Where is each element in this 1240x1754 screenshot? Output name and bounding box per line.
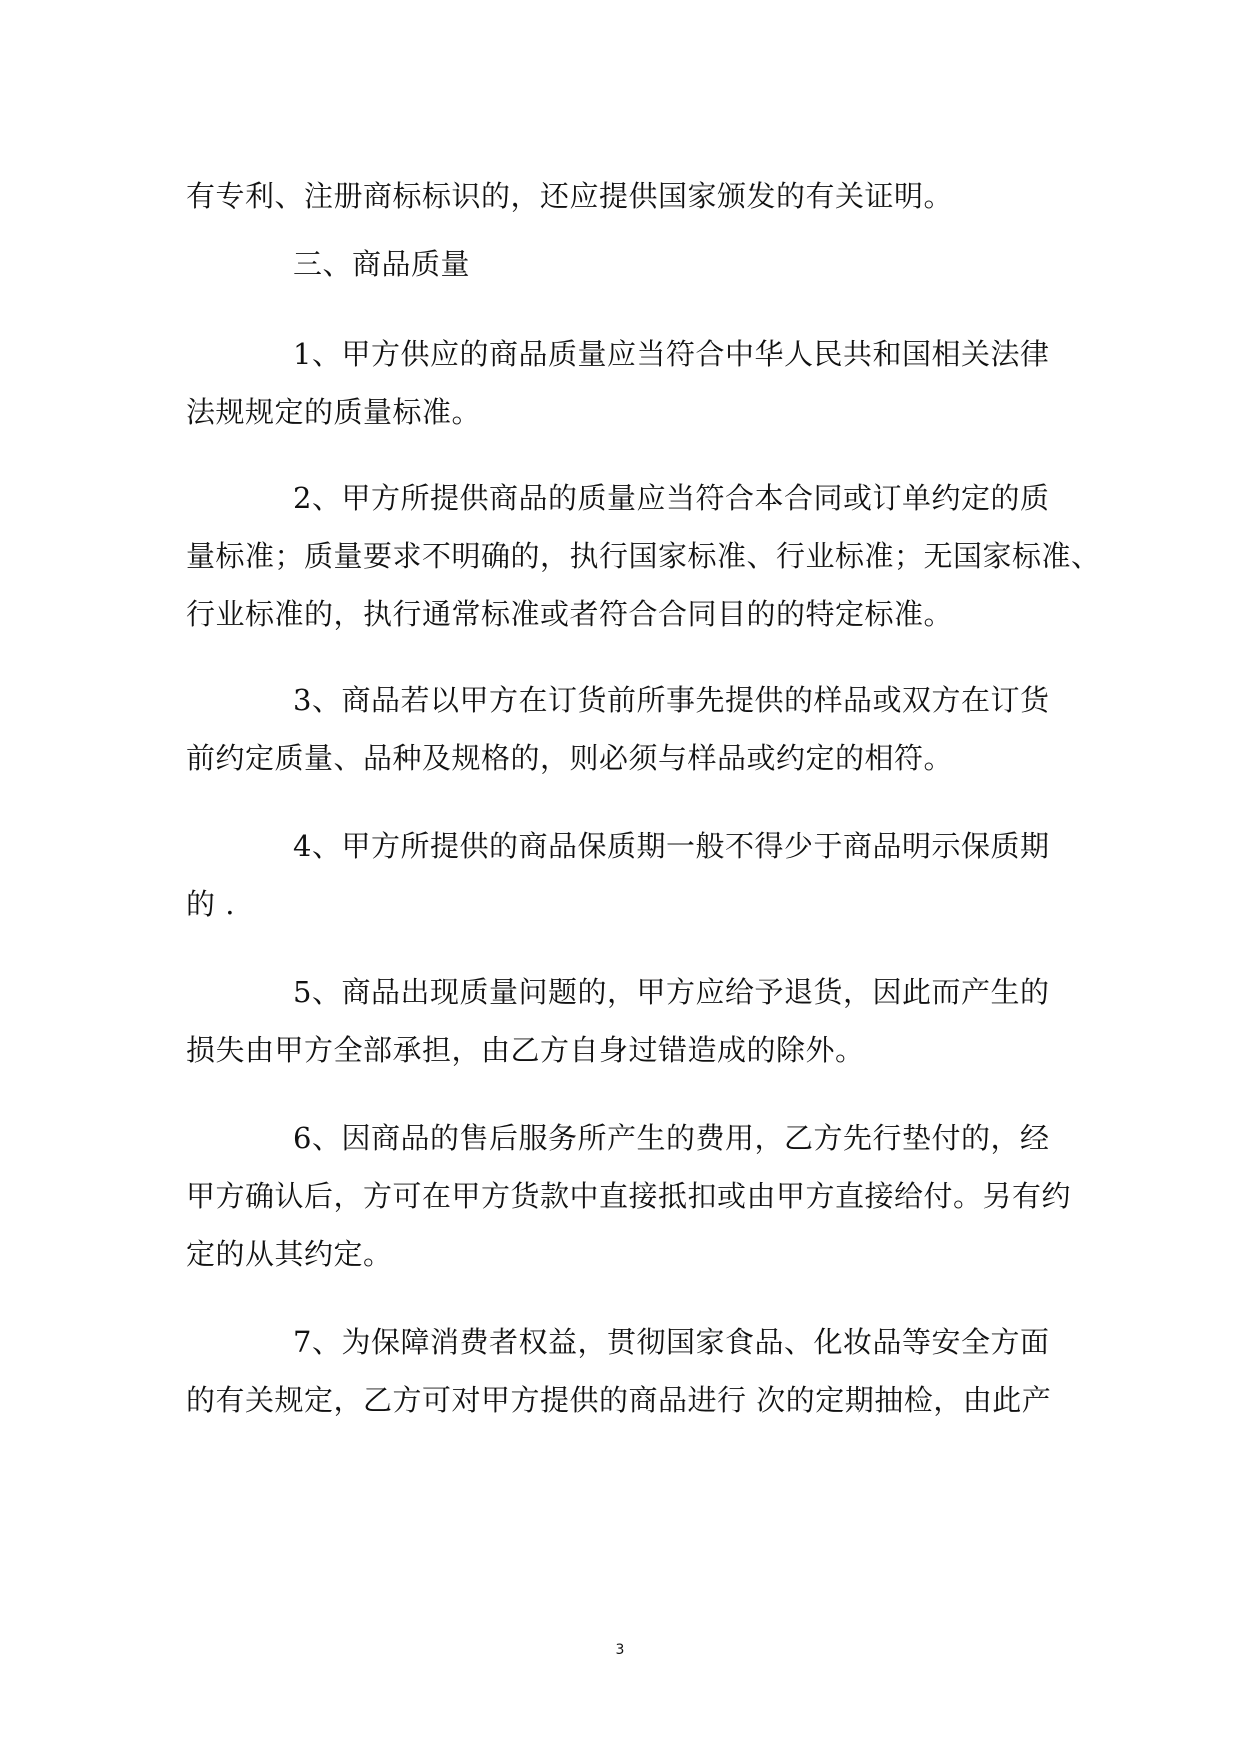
text-line-9: 前约定质量、品种及规格的，则必须与样品或约定的相符。 xyxy=(186,741,954,775)
text-line-15: 甲方确认后，方可在甲方货款中直接抵扣或由甲方直接给付。另有约 xyxy=(186,1179,1072,1213)
text-line-16: 定的从其约定。 xyxy=(186,1237,393,1271)
text-line-13: 损失由甲方全部承担，由乙方自身过错造成的除外。 xyxy=(186,1033,865,1067)
text-line-10: 4、甲方所提供的商品保质期一般不得少于商品明示保质期 xyxy=(293,829,1050,863)
text-line-6: 量标准；质量要求不明确的，执行国家标准、行业标准；无国家标准、 xyxy=(186,539,1101,573)
text-line-8: 3、商品若以甲方在订货前所事先提供的样品或双方在订货 xyxy=(293,683,1050,717)
text-line-5: 2、甲方所提供商品的质量应当符合本合同或订单约定的质 xyxy=(293,481,1050,515)
text-line-17: 7、为保障消费者权益，贯彻国家食品、化妆品等安全方面 xyxy=(293,1325,1050,1359)
text-line-1: 有专利、注册商标标识的，还应提供国家颁发的有关证明。 xyxy=(186,179,954,213)
text-line-14: 6、因商品的售后服务所产生的费用，乙方先行垫付的，经 xyxy=(293,1121,1050,1155)
text-line-3: 1、甲方供应的商品质量应当符合中华人民共和国相关法律 xyxy=(293,337,1050,371)
page-number: 3 xyxy=(615,1642,625,1658)
text-line-18: 的有关规定，乙方可对甲方提供的商品进行 次的定期抽检，由此产 xyxy=(186,1383,1052,1417)
text-line-11: 的 . xyxy=(186,887,235,921)
section-heading-product-quality: 三、商品质量 xyxy=(293,247,471,281)
text-line-12: 5、商品出现质量问题的，甲方应给予退货，因此而产生的 xyxy=(293,975,1050,1009)
text-line-4: 法规规定的质量标准。 xyxy=(186,395,482,429)
text-line-7: 行业标准的，执行通常标准或者符合合同目的的特定标准。 xyxy=(186,597,954,631)
